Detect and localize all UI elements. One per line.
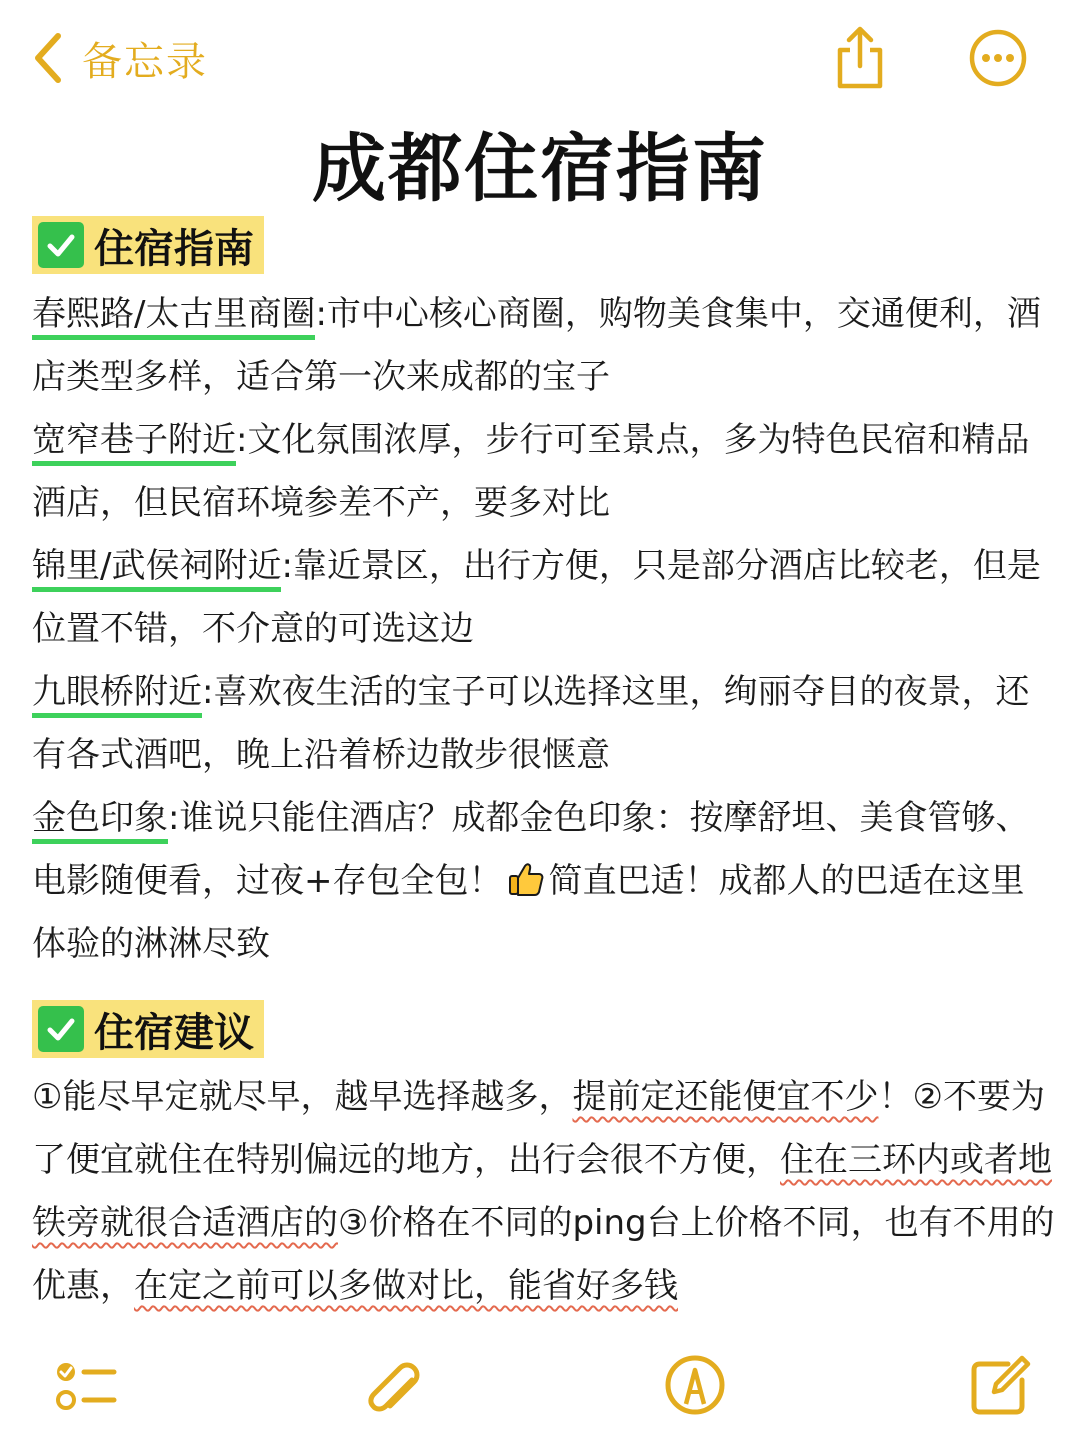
check-mark-icon: [38, 1006, 84, 1052]
note-title: 成都住宿指南: [312, 126, 768, 212]
keyword: 宽窄巷子附近: [32, 420, 236, 466]
section-heading-guide: [32, 216, 264, 274]
chevron-left-icon: [28, 30, 68, 86]
share-icon: [828, 24, 892, 92]
section-title: 住宿建议: [94, 1009, 254, 1056]
bottom-toolbar: [0, 1340, 1080, 1430]
markup-button[interactable]: [660, 1350, 730, 1420]
more-icon: [966, 24, 1030, 92]
paperclip-icon: [358, 1350, 428, 1420]
checklist-button[interactable]: [52, 1350, 122, 1420]
section-title: 住宿指南: [94, 225, 254, 272]
advice-highlight: 住在三环内或者地铁旁就很合适酒店的: [32, 1140, 1052, 1243]
attach-button[interactable]: [358, 1350, 428, 1420]
compose-button[interactable]: [964, 1350, 1034, 1420]
thumbs-up-icon: [507, 860, 545, 898]
compose-icon: [964, 1350, 1034, 1420]
entry-text: :靠近景区，出行方便，只是部分酒店比较老，但是位置不错，不介意的可选这边: [32, 546, 1041, 649]
guide-entry: [32, 787, 1056, 976]
entry-text: :谁说只能住酒店？成都金色印象：按摩舒坦、美食管够、电影随便看，过夜+存包全包！: [32, 798, 1030, 901]
check-mark-icon: [38, 222, 84, 268]
section-heading-advice: [32, 1000, 264, 1058]
more-button[interactable]: [966, 24, 1030, 92]
keyword: 金色印象: [32, 798, 168, 844]
advice-text: ①能尽早定就尽早，越早选择越多，: [32, 1077, 573, 1117]
navigation-bar: [0, 0, 1080, 110]
advice-text: ！②不要为了便宜就住在特别偏远的地方，出行会很不方便，: [32, 1077, 1045, 1180]
advice-paragraph: [32, 1066, 1056, 1318]
advice-highlight: 在定之前可以多做对比，能省好多钱: [134, 1266, 678, 1306]
keyword: 九眼桥附近: [32, 672, 202, 718]
guide-paragraphs: [32, 283, 1056, 976]
entry-text: :市中心核心商圈，购物美食集中，交通便利，酒店类型多样，适合第一次来成都的宝子: [32, 294, 1041, 397]
guide-entry: [32, 409, 1056, 535]
advice-highlight: 提前定还能便宜不少: [572, 1077, 879, 1117]
guide-entry: [32, 661, 1056, 787]
entry-text-end: 简直巴适！成都人的巴适在这里体验的淋淋尽致: [32, 861, 1025, 964]
back-label: 备忘录: [82, 38, 208, 85]
share-button[interactable]: [828, 24, 892, 92]
advice-text: ③价格在不同的ping台上价格不同，也有不用的优惠，: [32, 1203, 1055, 1306]
guide-entry: [32, 283, 1056, 409]
entry-text: :文化氛围浓厚，步行可至景点，多为特色民宿和精品酒店，但民宿环境参差不产，要多对比: [32, 420, 1030, 523]
entry-text: :喜欢夜生活的宝子可以选择这里，绚丽夺目的夜景，还有各式酒吧，晚上沿着桥边散步很惬意: [32, 672, 1030, 775]
keyword: 春熙路/太古里商圈: [32, 294, 315, 340]
checklist-icon: [52, 1350, 122, 1420]
keyword: 锦里/武侯祠附近: [32, 546, 281, 592]
back-button[interactable]: [28, 28, 208, 88]
markup-pen-icon: [660, 1350, 730, 1420]
guide-entry: [32, 535, 1056, 661]
